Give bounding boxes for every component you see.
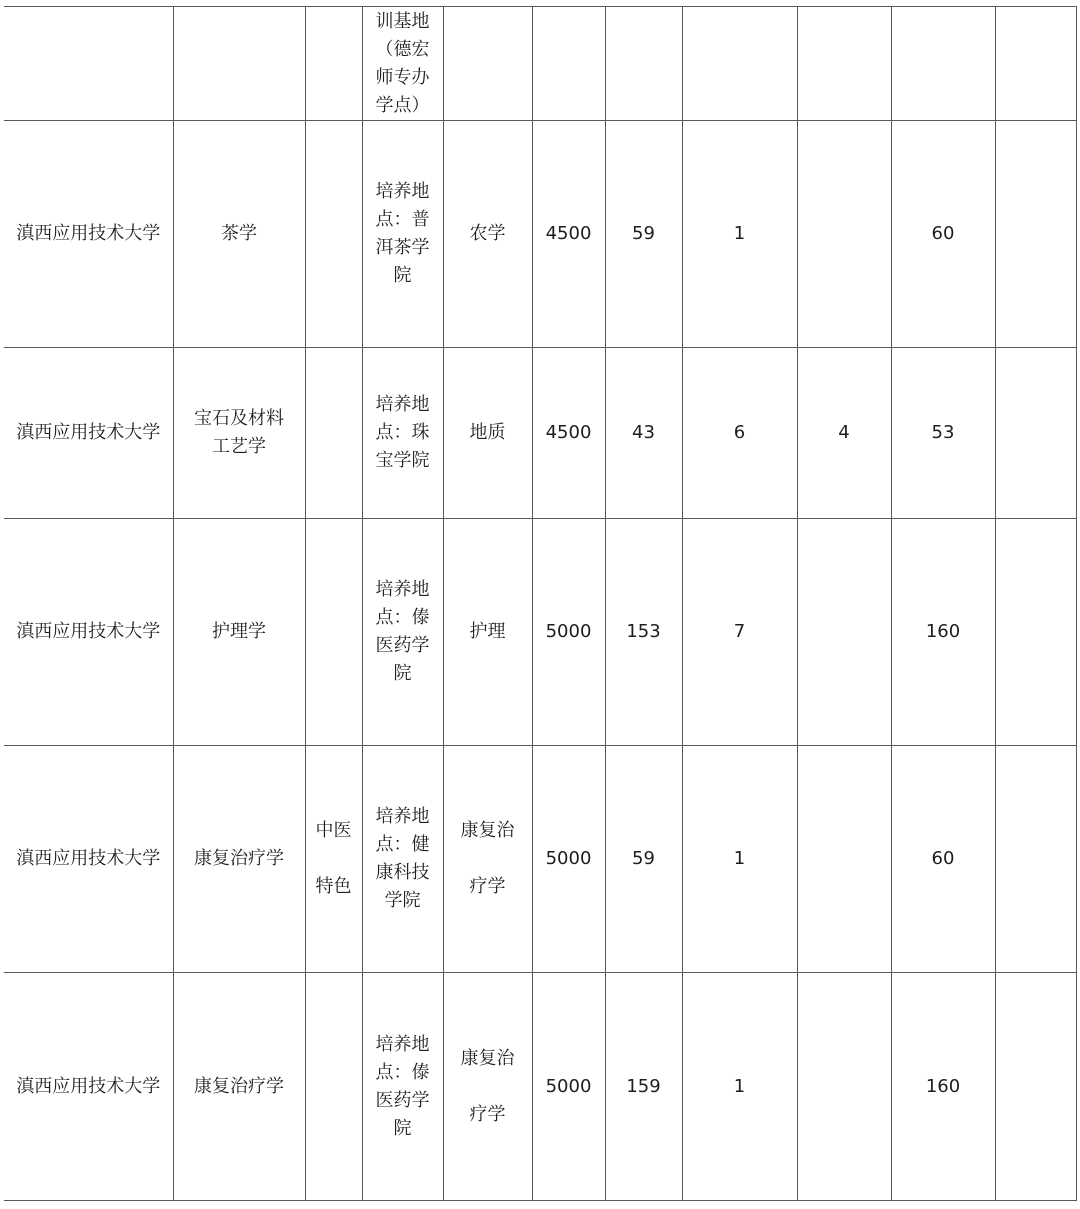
cell-fee: 5000 — [532, 746, 605, 973]
cell-place: 培养地点：珠宝学院 — [362, 348, 443, 519]
cell-plan-b: 6 — [682, 348, 797, 519]
cell-place: 培养地点：傣医药学院 — [362, 973, 443, 1201]
cell-plan-b — [682, 7, 797, 121]
cell-plan-a: 43 — [605, 348, 682, 519]
cell-plan-c — [797, 121, 891, 348]
cell-plan-a: 59 — [605, 746, 682, 973]
enrollment-table — [4, 6, 1077, 1201]
cell-category — [443, 7, 532, 121]
cell-plan-a: 159 — [605, 973, 682, 1201]
cell-plan-a — [605, 7, 682, 121]
cell-empty — [995, 121, 1076, 348]
cell-school — [4, 7, 173, 121]
cell-fee: 5000 — [532, 973, 605, 1201]
cell-plan-c — [797, 746, 891, 973]
cell-note — [305, 519, 362, 746]
cell-plan-a: 59 — [605, 121, 682, 348]
cell-fee — [532, 7, 605, 121]
table-row — [4, 121, 1076, 348]
cell-empty — [995, 973, 1076, 1201]
cell-note: 中医特色 — [305, 746, 362, 973]
cell-category: 康复治疗学 — [443, 746, 532, 973]
table-row — [4, 973, 1076, 1201]
cell-plan-a: 153 — [605, 519, 682, 746]
cell-total: 60 — [891, 746, 995, 973]
cell-school: 滇西应用技术大学 — [4, 121, 173, 348]
cell-category: 护理 — [443, 519, 532, 746]
cell-plan-c — [797, 519, 891, 746]
cell-note — [305, 348, 362, 519]
cell-empty — [995, 7, 1076, 121]
cell-plan-b: 1 — [682, 973, 797, 1201]
cell-school: 滇西应用技术大学 — [4, 973, 173, 1201]
cell-plan-c — [797, 973, 891, 1201]
cell-plan-b: 1 — [682, 121, 797, 348]
cell-place: 培养地点：普洱茶学院 — [362, 121, 443, 348]
cell-place: 培养地点：傣医药学院 — [362, 519, 443, 746]
cell-plan-c — [797, 7, 891, 121]
cell-note — [305, 973, 362, 1201]
cell-empty — [995, 746, 1076, 973]
cell-note — [305, 121, 362, 348]
cell-fee: 4500 — [532, 121, 605, 348]
cell-plan-c: 4 — [797, 348, 891, 519]
cell-school: 滇西应用技术大学 — [4, 519, 173, 746]
cell-total: 160 — [891, 519, 995, 746]
cell-empty — [995, 348, 1076, 519]
cell-fee: 4500 — [532, 348, 605, 519]
cell-category: 康复治疗学 — [443, 973, 532, 1201]
cell-total: 160 — [891, 973, 995, 1201]
cell-school: 滇西应用技术大学 — [4, 746, 173, 973]
table-row-top — [4, 7, 1076, 121]
cell-fee: 5000 — [532, 519, 605, 746]
table-row — [4, 348, 1076, 519]
cell-total: 60 — [891, 121, 995, 348]
cell-plan-b: 1 — [682, 746, 797, 973]
cell-major — [173, 7, 305, 121]
cell-school: 滇西应用技术大学 — [4, 348, 173, 519]
cell-plan-b: 7 — [682, 519, 797, 746]
table-row — [4, 746, 1076, 973]
cell-major: 宝石及材料工艺学 — [173, 348, 305, 519]
cell-total — [891, 7, 995, 121]
cell-major: 茶学 — [173, 121, 305, 348]
cell-note — [305, 7, 362, 121]
cell-place: 训基地（德宏师专办学点） — [362, 7, 443, 121]
cell-category: 农学 — [443, 121, 532, 348]
cell-category: 地质 — [443, 348, 532, 519]
cell-major: 康复治疗学 — [173, 973, 305, 1201]
cell-major: 护理学 — [173, 519, 305, 746]
cell-place: 培养地点：健康科技学院 — [362, 746, 443, 973]
cell-major: 康复治疗学 — [173, 746, 305, 973]
table-row — [4, 519, 1076, 746]
cell-total: 53 — [891, 348, 995, 519]
cell-empty — [995, 519, 1076, 746]
